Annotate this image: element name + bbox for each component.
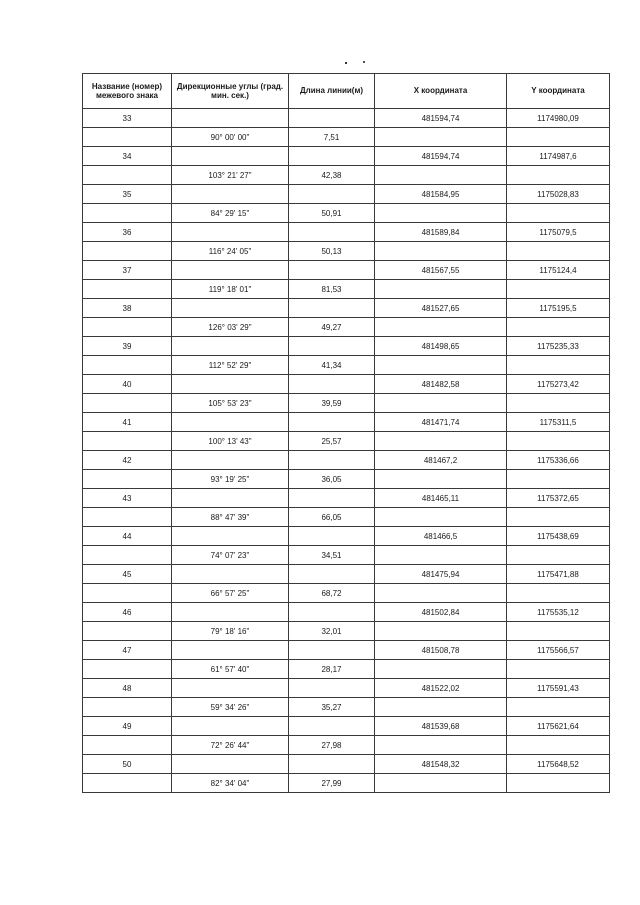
direction-angle: 82° 34' 04"	[172, 774, 289, 793]
x-coordinate: 481475,94	[375, 565, 507, 584]
table-row	[83, 679, 610, 698]
empty-cell	[83, 470, 172, 489]
empty-cell	[83, 432, 172, 451]
point-name: 35	[83, 185, 172, 204]
table-row	[83, 299, 610, 318]
direction-angle: 59° 34' 26"	[172, 698, 289, 717]
table-row	[83, 280, 610, 299]
empty-cell	[289, 641, 375, 660]
direction-angle: 119° 18' 01"	[172, 280, 289, 299]
table-row	[83, 413, 610, 432]
empty-cell	[83, 736, 172, 755]
line-length: 42,38	[289, 166, 375, 185]
empty-cell	[289, 603, 375, 622]
table-row	[83, 356, 610, 375]
line-length: 28,17	[289, 660, 375, 679]
empty-cell	[507, 356, 610, 375]
line-length: 27,98	[289, 736, 375, 755]
empty-cell	[83, 356, 172, 375]
table-row	[83, 470, 610, 489]
empty-cell	[507, 432, 610, 451]
line-length: 25,57	[289, 432, 375, 451]
x-coordinate: 481584,95	[375, 185, 507, 204]
y-coordinate: 1174980,09	[507, 109, 610, 128]
empty-cell	[83, 280, 172, 299]
y-coordinate: 1175471,88	[507, 565, 610, 584]
table-row	[83, 128, 610, 147]
empty-cell	[375, 356, 507, 375]
empty-cell	[172, 679, 289, 698]
line-length: 66,05	[289, 508, 375, 527]
y-coordinate: 1175648,52	[507, 755, 610, 774]
table-row	[83, 223, 610, 242]
empty-cell	[289, 679, 375, 698]
direction-angle: 103° 21' 27"	[172, 166, 289, 185]
empty-cell	[172, 641, 289, 660]
line-length: 39,59	[289, 394, 375, 413]
empty-cell	[289, 717, 375, 736]
empty-cell	[83, 584, 172, 603]
line-length: 50,13	[289, 242, 375, 261]
empty-cell	[83, 242, 172, 261]
table-row	[83, 242, 610, 261]
y-coordinate: 1175195,5	[507, 299, 610, 318]
empty-cell	[289, 261, 375, 280]
empty-cell	[507, 660, 610, 679]
header-x: X координата	[375, 74, 507, 109]
line-length: 68,72	[289, 584, 375, 603]
point-name: 50	[83, 755, 172, 774]
empty-cell	[172, 489, 289, 508]
empty-cell	[375, 128, 507, 147]
scan-speck	[345, 62, 347, 64]
empty-cell	[172, 185, 289, 204]
empty-cell	[289, 527, 375, 546]
direction-angle: 79° 18' 16"	[172, 622, 289, 641]
empty-cell	[289, 299, 375, 318]
empty-cell	[172, 755, 289, 774]
empty-cell	[172, 109, 289, 128]
table-row	[83, 698, 610, 717]
empty-cell	[289, 755, 375, 774]
table-row	[83, 147, 610, 166]
empty-cell	[375, 166, 507, 185]
empty-cell	[289, 223, 375, 242]
x-coordinate: 481482,58	[375, 375, 507, 394]
point-name: 33	[83, 109, 172, 128]
header-angles: Дирекционные углы (град. мин. сек.)	[172, 74, 289, 109]
table-row	[83, 166, 610, 185]
direction-angle: 100° 13' 43"	[172, 432, 289, 451]
empty-cell	[507, 584, 610, 603]
x-coordinate: 481498,65	[375, 337, 507, 356]
empty-cell	[83, 204, 172, 223]
empty-cell	[507, 204, 610, 223]
point-name: 42	[83, 451, 172, 470]
boundary-coordinates-table	[82, 73, 610, 793]
empty-cell	[507, 508, 610, 527]
table-row	[83, 375, 610, 394]
empty-cell	[507, 394, 610, 413]
table-row	[83, 337, 610, 356]
empty-cell	[172, 603, 289, 622]
empty-cell	[289, 375, 375, 394]
empty-cell	[172, 375, 289, 394]
header-y: Y координата	[507, 74, 610, 109]
point-name: 34	[83, 147, 172, 166]
header-row	[83, 74, 610, 109]
x-coordinate: 481548,32	[375, 755, 507, 774]
empty-cell	[375, 622, 507, 641]
line-length: 35,27	[289, 698, 375, 717]
direction-angle: 84° 29' 15"	[172, 204, 289, 223]
direction-angle: 93° 19' 25"	[172, 470, 289, 489]
y-coordinate: 1175028,83	[507, 185, 610, 204]
empty-cell	[172, 413, 289, 432]
empty-cell	[172, 261, 289, 280]
x-coordinate: 481589,84	[375, 223, 507, 242]
empty-cell	[172, 147, 289, 166]
table-row	[83, 622, 610, 641]
table-row	[83, 109, 610, 128]
y-coordinate: 1175438,69	[507, 527, 610, 546]
table-row	[83, 584, 610, 603]
x-coordinate: 481594,74	[375, 109, 507, 128]
direction-angle: 126° 03' 29"	[172, 318, 289, 337]
empty-cell	[507, 280, 610, 299]
empty-cell	[375, 508, 507, 527]
point-name: 38	[83, 299, 172, 318]
y-coordinate: 1175273,42	[507, 375, 610, 394]
line-length: 34,51	[289, 546, 375, 565]
y-coordinate: 1174987,6	[507, 147, 610, 166]
point-name: 47	[83, 641, 172, 660]
table-row	[83, 755, 610, 774]
point-name: 41	[83, 413, 172, 432]
y-coordinate: 1175535,12	[507, 603, 610, 622]
x-coordinate: 481467,2	[375, 451, 507, 470]
point-name: 36	[83, 223, 172, 242]
point-name: 37	[83, 261, 172, 280]
empty-cell	[507, 774, 610, 793]
empty-cell	[289, 451, 375, 470]
direction-angle: 90° 00' 00"	[172, 128, 289, 147]
empty-cell	[375, 280, 507, 299]
empty-cell	[507, 166, 610, 185]
table-row	[83, 394, 610, 413]
line-length: 81,53	[289, 280, 375, 299]
table-row	[83, 641, 610, 660]
table-row	[83, 546, 610, 565]
empty-cell	[375, 470, 507, 489]
x-coordinate: 481466,5	[375, 527, 507, 546]
direction-angle: 74° 07' 23"	[172, 546, 289, 565]
table-row	[83, 489, 610, 508]
empty-cell	[507, 698, 610, 717]
table-row	[83, 717, 610, 736]
line-length: 27,99	[289, 774, 375, 793]
direction-angle: 66° 57' 25"	[172, 584, 289, 603]
empty-cell	[83, 128, 172, 147]
x-coordinate: 481508,78	[375, 641, 507, 660]
empty-cell	[83, 698, 172, 717]
empty-cell	[289, 185, 375, 204]
empty-cell	[289, 109, 375, 128]
direction-angle: 88° 47' 39"	[172, 508, 289, 527]
table-row	[83, 185, 610, 204]
empty-cell	[507, 736, 610, 755]
empty-cell	[375, 584, 507, 603]
y-coordinate: 1175311,5	[507, 413, 610, 432]
table-row	[83, 603, 610, 622]
point-name: 48	[83, 679, 172, 698]
empty-cell	[375, 432, 507, 451]
empty-cell	[83, 318, 172, 337]
y-coordinate: 1175235,33	[507, 337, 610, 356]
y-coordinate: 1175372,65	[507, 489, 610, 508]
empty-cell	[289, 147, 375, 166]
empty-cell	[375, 736, 507, 755]
direction-angle: 105° 53' 23"	[172, 394, 289, 413]
point-name: 40	[83, 375, 172, 394]
point-name: 44	[83, 527, 172, 546]
empty-cell	[172, 223, 289, 242]
y-coordinate: 1175336,66	[507, 451, 610, 470]
x-coordinate: 481539,68	[375, 717, 507, 736]
direction-angle: 116° 24' 05"	[172, 242, 289, 261]
point-name: 43	[83, 489, 172, 508]
empty-cell	[507, 622, 610, 641]
empty-cell	[375, 204, 507, 223]
x-coordinate: 481527,65	[375, 299, 507, 318]
line-length: 32,01	[289, 622, 375, 641]
empty-cell	[83, 508, 172, 527]
empty-cell	[172, 717, 289, 736]
empty-cell	[289, 337, 375, 356]
table-row	[83, 736, 610, 755]
point-name: 49	[83, 717, 172, 736]
scan-speck	[363, 61, 365, 63]
y-coordinate: 1175591,43	[507, 679, 610, 698]
table-row	[83, 527, 610, 546]
x-coordinate: 481502,84	[375, 603, 507, 622]
empty-cell	[83, 394, 172, 413]
empty-cell	[375, 546, 507, 565]
empty-cell	[507, 242, 610, 261]
empty-cell	[172, 527, 289, 546]
empty-cell	[289, 489, 375, 508]
header-length: Длина линии(м)	[289, 74, 375, 109]
y-coordinate: 1175566,57	[507, 641, 610, 660]
empty-cell	[172, 565, 289, 584]
point-name: 39	[83, 337, 172, 356]
empty-cell	[375, 698, 507, 717]
point-name: 45	[83, 565, 172, 584]
header-name: Название (номер) межевого знака	[83, 74, 172, 109]
line-length: 36,05	[289, 470, 375, 489]
empty-cell	[507, 470, 610, 489]
empty-cell	[375, 774, 507, 793]
line-length: 50,91	[289, 204, 375, 223]
table-row	[83, 508, 610, 527]
empty-cell	[83, 166, 172, 185]
line-length: 41,34	[289, 356, 375, 375]
x-coordinate: 481471,74	[375, 413, 507, 432]
empty-cell	[375, 394, 507, 413]
direction-angle: 72° 26' 44"	[172, 736, 289, 755]
empty-cell	[83, 774, 172, 793]
y-coordinate: 1175621,64	[507, 717, 610, 736]
x-coordinate: 481465,11	[375, 489, 507, 508]
empty-cell	[83, 660, 172, 679]
x-coordinate: 481522,02	[375, 679, 507, 698]
y-coordinate: 1175079,5	[507, 223, 610, 242]
empty-cell	[83, 622, 172, 641]
empty-cell	[375, 242, 507, 261]
point-name: 46	[83, 603, 172, 622]
table-row	[83, 261, 610, 280]
table-row	[83, 432, 610, 451]
table-body	[83, 109, 610, 793]
empty-cell	[289, 565, 375, 584]
direction-angle: 61° 57' 40"	[172, 660, 289, 679]
table-row	[83, 204, 610, 223]
x-coordinate: 481594,74	[375, 147, 507, 166]
empty-cell	[507, 318, 610, 337]
empty-cell	[375, 660, 507, 679]
line-length: 49,27	[289, 318, 375, 337]
table-row	[83, 660, 610, 679]
table-row	[83, 565, 610, 584]
empty-cell	[375, 318, 507, 337]
empty-cell	[172, 451, 289, 470]
table-row	[83, 774, 610, 793]
empty-cell	[289, 413, 375, 432]
empty-cell	[507, 546, 610, 565]
direction-angle: 112° 52' 29"	[172, 356, 289, 375]
x-coordinate: 481567,55	[375, 261, 507, 280]
y-coordinate: 1175124,4	[507, 261, 610, 280]
table-row	[83, 318, 610, 337]
empty-cell	[507, 128, 610, 147]
empty-cell	[172, 337, 289, 356]
table-row	[83, 451, 610, 470]
empty-cell	[83, 546, 172, 565]
line-length: 7,51	[289, 128, 375, 147]
empty-cell	[172, 299, 289, 318]
